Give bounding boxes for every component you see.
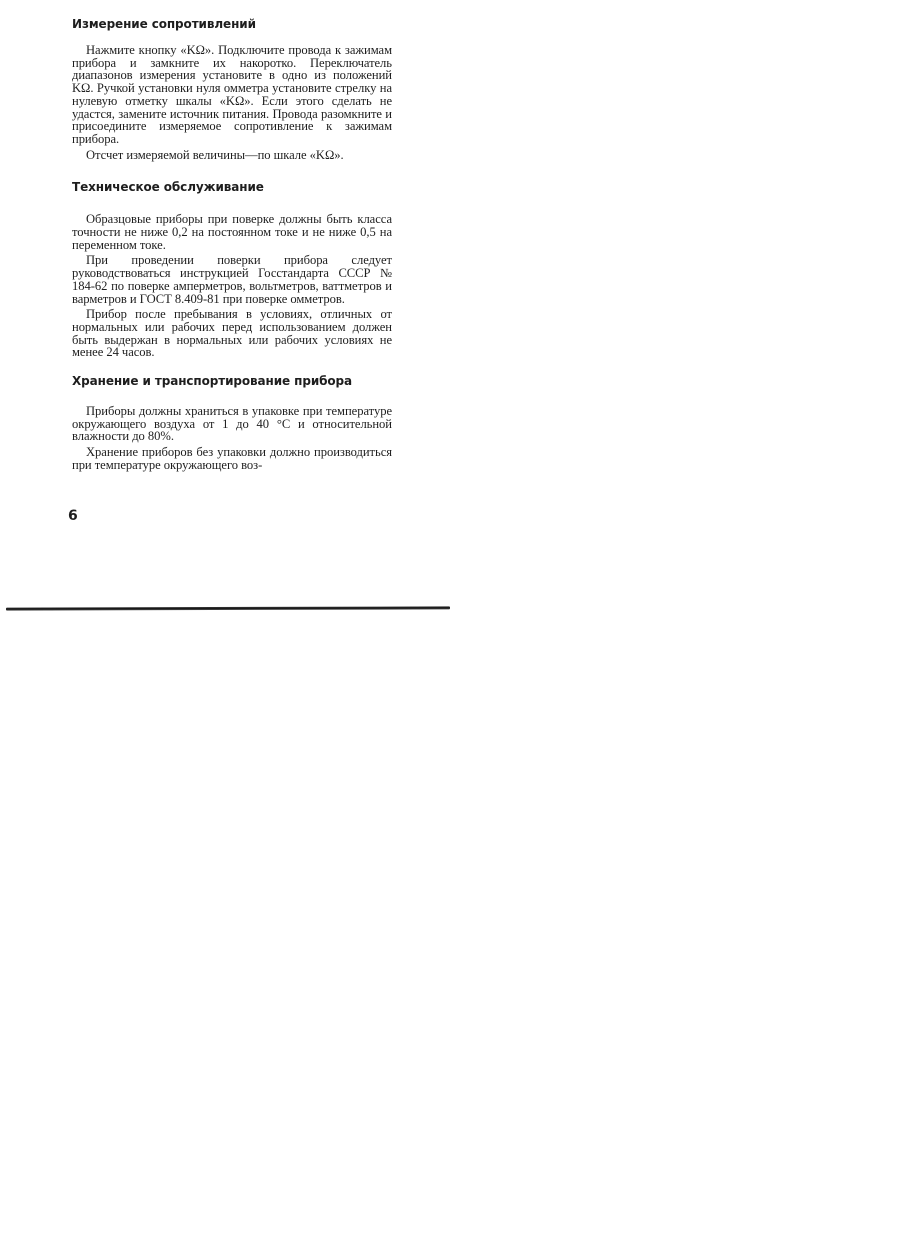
paragraph: При проведении поверки прибора следует руководствоваться инструкцией Госстандарта СССР № 184-62 по поверке амперметров, вольтметров, ваттметров и варметров и ГОСТ 8.409-81 при поверке омметров. xyxy=(72,253,392,306)
page-edge-line xyxy=(6,606,450,610)
paragraph: Нажмите кнопку «KΩ». Подключите провода к зажимам прибора и замкните их накоротко. Переключатель диапазонов измерения установите в одно из положений KΩ. Ручкой установки нуля омметра установите стрелку на нулевую отметку шкалы «KΩ». Если этого сделать не удастся, замените источник питания. Провода разомкните и присоедините измеряемое сопротивление к зажимам прибора. xyxy=(72,43,392,146)
section-maintenance xyxy=(72,179,392,359)
document-page xyxy=(72,16,392,475)
paragraph: Хранение приборов без упаковки должно производиться при температуре окружающего воз- xyxy=(72,445,392,472)
paragraph: Отсчет измеряемой величины—по шкале «KΩ». xyxy=(86,147,344,162)
paragraph: Приборы должны храниться в упаковке при температуре окружающего воздуха от 1 до 40 °С и относительной влажности до 80%. xyxy=(72,404,392,444)
section-storage-transport xyxy=(72,373,392,472)
page-number: 6 xyxy=(68,508,78,524)
section-title: Техническое обслуживание xyxy=(72,180,264,195)
paragraph: Прибор после пребывания в условиях, отличных от нормальных или рабочих перед использованием должен быть выдержан в нормальных или рабочих условиях не менее 24 часов. xyxy=(72,307,392,360)
paragraph: Образцовые приборы при поверке должны быть класса точности не ниже 0,2 на постоянном токе и не ниже 0,5 на переменном токе. xyxy=(72,212,392,252)
section-title: Хранение и транспортирование прибора xyxy=(72,374,353,389)
section-title: Измерение сопротивлений xyxy=(72,17,256,31)
section-resistance-measurement xyxy=(72,16,392,161)
